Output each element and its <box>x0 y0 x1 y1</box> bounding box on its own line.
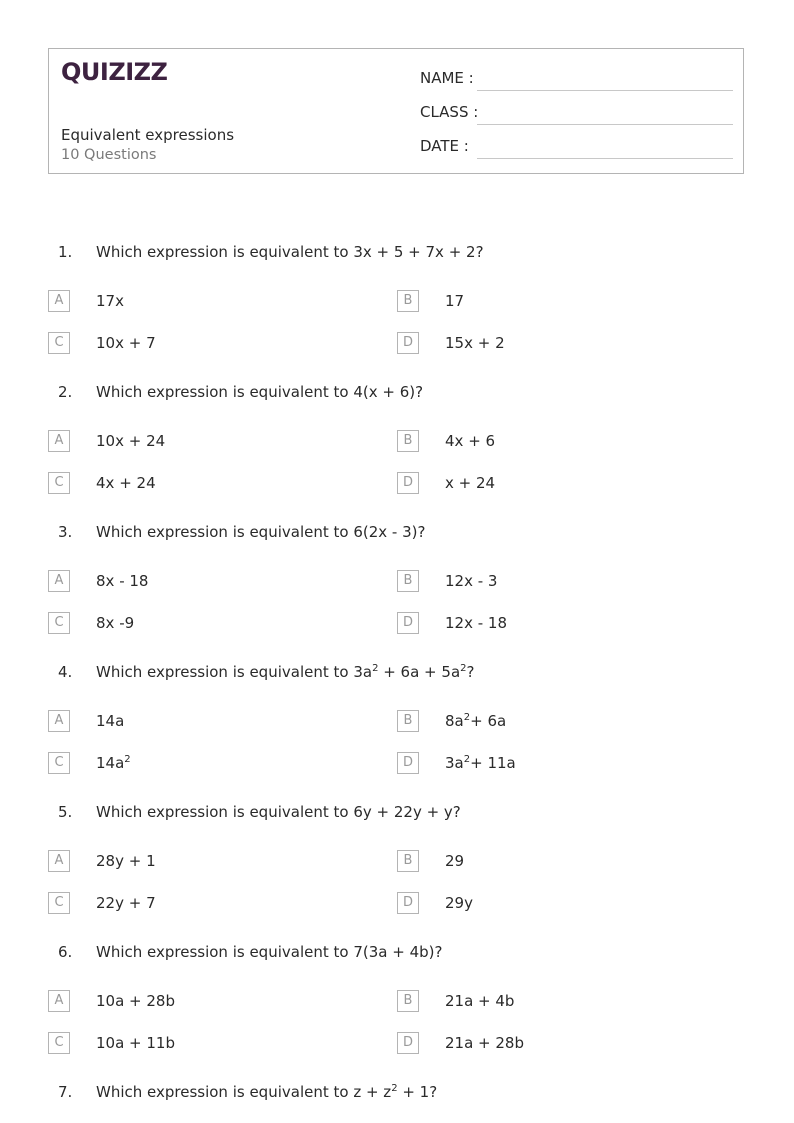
question-number: 2. <box>58 383 73 401</box>
option-d-box[interactable]: D <box>397 752 419 774</box>
option-d-text: $3a^2+ 11a$ <box>445 754 516 772</box>
option-a-text: 10a + 28b <box>96 992 175 1010</box>
question-number: 1. <box>58 243 73 261</box>
option-d-box[interactable]: D <box>397 892 419 914</box>
option-b-box[interactable]: B <box>397 990 419 1012</box>
worksheet-header <box>48 48 744 174</box>
option-a-box[interactable]: A <box>48 990 70 1012</box>
option-a-text: 10x + 24 <box>96 432 166 450</box>
option-c-text: 10x + 7 <box>96 334 156 352</box>
option-c-text: 4x + 24 <box>96 474 156 492</box>
option-a-box[interactable]: A <box>48 710 70 732</box>
question-number: 3. <box>58 523 73 541</box>
option-b-text: 4x + 6 <box>445 432 496 450</box>
option-c-box[interactable]: C <box>48 612 70 634</box>
option-d-text: x + 24 <box>445 474 496 492</box>
option-b-text: 29 <box>445 852 465 870</box>
name-line[interactable] <box>477 90 733 91</box>
date-label: DATE : <box>420 137 469 155</box>
option-a-text: 17x <box>96 292 124 310</box>
date-line[interactable] <box>477 158 733 159</box>
option-c-text: 10a + 11b <box>96 1034 175 1052</box>
question-text: Which expression is equivalent to $z + z^2 + 1$? <box>96 1083 438 1101</box>
option-d-text: 15x + 2 <box>445 334 505 352</box>
option-d-box[interactable]: D <box>397 332 419 354</box>
option-c-box[interactable]: C <box>48 752 70 774</box>
option-d-text: 29y <box>445 894 473 912</box>
option-d-box[interactable]: D <box>397 472 419 494</box>
question-text: Which expression is equivalent to 4(x + 6)? <box>96 383 424 401</box>
option-b-text: $8a^2+ 6a$ <box>445 712 507 730</box>
option-b-box[interactable]: B <box>397 710 419 732</box>
option-a-text: 28y + 1 <box>96 852 156 870</box>
option-b-text: 21a + 4b <box>445 992 515 1010</box>
question-text: Which expression is equivalent to 6(2x - 3)? <box>96 523 426 541</box>
option-c-box[interactable]: C <box>48 1032 70 1054</box>
option-b-box[interactable]: B <box>397 430 419 452</box>
option-a-text: 8x - 18 <box>96 572 149 590</box>
option-a-text: 14a <box>96 712 125 730</box>
option-c-box[interactable]: C <box>48 892 70 914</box>
quizizz-logo: QUIZIZZ <box>61 58 168 86</box>
question-text: Which expression is equivalent to 3x + 5 + 7x + 2? <box>96 243 484 261</box>
option-d-box[interactable]: D <box>397 1032 419 1054</box>
option-d-text: 12x - 18 <box>445 614 507 632</box>
question-text: Which expression is equivalent to 7(3a + 4b)? <box>96 943 443 961</box>
question-number: 4. <box>58 663 73 681</box>
option-c-box[interactable]: C <box>48 472 70 494</box>
option-c-text: $14a^2$ <box>96 754 131 772</box>
option-c-text: 8x -9 <box>96 614 135 632</box>
name-label: NAME : <box>420 69 474 87</box>
class-line[interactable] <box>477 124 733 125</box>
option-c-box[interactable]: C <box>48 332 70 354</box>
class-label: CLASS : <box>420 103 479 121</box>
option-b-text: 12x - 3 <box>445 572 498 590</box>
question-count: 10 Questions <box>61 147 157 163</box>
question-number: 5. <box>58 803 73 821</box>
option-d-box[interactable]: D <box>397 612 419 634</box>
worksheet-title: Equivalent expressions <box>61 126 235 144</box>
option-b-text: 17 <box>445 292 465 310</box>
option-a-box[interactable]: A <box>48 850 70 872</box>
option-a-box[interactable]: A <box>48 430 70 452</box>
option-a-box[interactable]: A <box>48 290 70 312</box>
option-b-box[interactable]: B <box>397 570 419 592</box>
option-d-text: 21a + 28b <box>445 1034 524 1052</box>
option-a-box[interactable]: A <box>48 570 70 592</box>
option-b-box[interactable]: B <box>397 850 419 872</box>
option-b-box[interactable]: B <box>397 290 419 312</box>
question-text: Which expression is equivalent to $3a^2 + 6a + 5a^2$? <box>96 663 475 681</box>
question-number: 6. <box>58 943 73 961</box>
option-c-text: 22y + 7 <box>96 894 156 912</box>
question-number: 7. <box>58 1083 73 1101</box>
question-text: Which expression is equivalent to 6y + 22y + y? <box>96 803 461 821</box>
